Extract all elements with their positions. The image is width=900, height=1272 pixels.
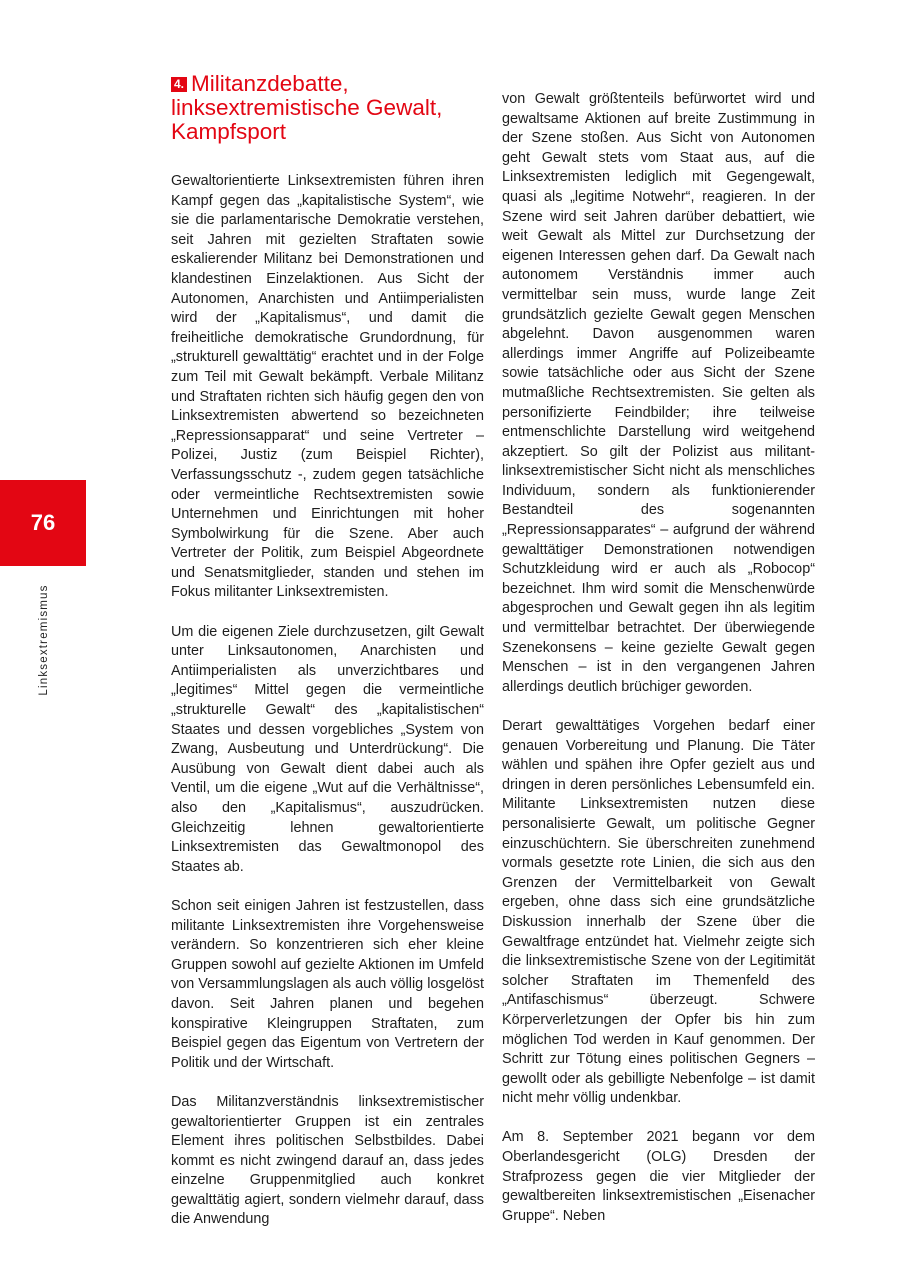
page-number: 76 — [30, 510, 56, 535]
page-number-tab — [0, 480, 86, 566]
paragraph: Um die eigenen Ziele durchzusetzen, gilt Gewalt unter Linksautonomen, Anarchisten und Antiimperialisten als unverzichtbares und „legitimes“ Mittel gegen die vermeintliche „strukturelle Gewalt“ des „kapitalistischen“ Staates und dessen vorgebliches „System von Zwang, Ausbeutung und Unterdrückung“. Die Ausübung von Gewalt dient dabei auch als Ventil, um die eigene „Wut auf die Verhältnisse“, also den „Kapitalismus“, auszudrücken. Gleichzeitig lehnen gewaltorientierte Linksextremisten das Gewaltmonopol des Staates ab. — [171, 623, 484, 875]
left-column — [171, 72, 484, 1230]
right-column — [502, 90, 815, 1226]
section-heading — [171, 72, 484, 144]
paragraph: von Gewalt größtenteils befürwortet wird und gewaltsame Aktionen auf breite Zustimmung in der Szene stoßen. Aus Sicht von Autonomen geht Gewalt stets vom Staat aus, auf die Linksextremisten lediglich mit Gegengewalt, quasi als „legitime Notwehr“, reagieren. In der Szene wird seit Jahren darüber debattiert, wie weit Gewalt als Mittel zur Durchsetzung der eigenen Interessen gehen darf. Da Gewalt nach autonomem Verständnis immer auch vermittelbar sein muss, wurde lange Zeit grundsätzlich gezielte Gewalt gegen Menschen abgelehnt. Davon ausgenommen waren allerdings immer Angriffe auf Polizeibeamte sowie tatsächliche oder aus Sicht der Szene mutmaßliche Rechtsextremisten. Sie gelten als personifizierte Feindbilder; ihre teilweise entmenschlichte Darstellung wird weitgehend akzeptiert. So gilt der Polizist aus militant-linksextremistischer Sicht nicht als menschliches Individuum, sondern als funktionierender Bestandteil des sogenannten „Repressionsapparates“ – aufgrund der während gewalttätiger Demonstrationen notwendigen Schutzkleidung wird er auch als „Robocop“ bezeichnet. Ihm wird somit die Menschenwürde abgesprochen und Gewalt gegen ihn als legitim und vermittelbar betrachtet. Der überwiegende Szenekonsens – keine gezielte Gewalt gegen Menschen – ist in den vergangenen Jahren allerdings deutlich brüchiger geworden. — [502, 91, 815, 695]
paragraph: Derart gewalttätiges Vorgehen bedarf einer genauen Vorbereitung und Planung. Die Täter wählen und spähen ihre Opfer gezielt aus und dringen in deren persönliches Lebensumfeld ein. Militante Linksextremisten nutzen diese personalisierte Gewalt, um politische Gegner einzuschüchtern. Sie überschreiten zunehmend vormals gesetzte rote Linien, die sich aus den Grenzen der Vermittelbarkeit von Gewalt ergeben, ohne dass sich eine grundsätzliche Diskussion innerhalb der Szene über die Gewaltfrage entzündet hat. Vielmehr zeigte sich die linksextremistische Szene von der Legitimität solcher Straftaten im Themenfeld des „Antifaschismus“ überzeugt. Schwere Körperverletzungen der Opfer bis hin zum möglichen Tod werden in Kauf genommen. Der Schritt zur Tötung eines politischen Gegners – gewollt oder als gebilligte Nebenfolge – ist damit nicht mehr völlig undenkbar. — [502, 718, 815, 1107]
paragraph: Am 8. September 2021 begann vor dem Oberlandesgericht (OLG) Dresden der Strafprozess gegen die vier Mitglieder der gewaltbereiten linksextremistischen „Eisenacher Gruppe“. Neben — [502, 1129, 815, 1224]
paragraph: Das Militanzverständnis linksextremistischer gewaltorientierter Gruppen ist ein zentrales Element ihres politischen Selbstbildes. Dabei kommt es nicht zwingend darauf an, dass jedes einzelne Gruppenmitglied auch konkret gewalttätig agiert, sondern vielmehr darauf, dass die Anwendung — [171, 1093, 484, 1228]
section-number-badge: 4. — [171, 77, 187, 92]
paragraph: Gewaltorientierte Linksextremisten führen ihren Kampf gegen das „kapitalistische System“, wie sie die parlamentarische Demokratie verstehen, seit Jahren mit gezielten Straftaten sowie eskalierender Militanz bei Demonstrationen und klandestinen Einzelaktionen. Aus Sicht der Autonomen, Anarchisten und Antiimperialisten wird der „Kapitalismus“, und damit die freiheitliche demokratische Grundordnung, für „strukturell gewalttätig“ erachtet und in der Folge zum Teil mit Gewalt bekämpft. Verbale Militanz und Straftaten richten sich häufig gegen den von Linksextremisten abwertend so bezeichneten „Repressionsapparat“ und seine Vertreter – Polizei, Justiz (zum Beispiel Richter), Verfassungsschutz -, zudem gegen tatsächliche oder vermeintliche Rechtsextremisten sowie Unternehmen und Einrichtungen mit hoher Symbolwirkung für die Szene. Aber auch Vertreter der Politik, zum Beispiel Abgeordnete und Senatsmitglieder, standen und stehen im Fokus militanter Linksextremisten. — [171, 173, 484, 601]
paragraph: Schon seit einigen Jahren ist festzustellen, dass militante Linksextremisten ihre Vorgehensweise verändern. So konzentrieren sich eher kleine Gruppen sowohl auf gezielte Aktionen im Umfeld von Versammlungslagen als auch völlig losgelöst davon. Seit Jahren planen und begehen konspirative Kleingruppen Straftaten, zum Beispiel gegen das Eigentum von Vertretern der Politik und der Wirtschaft. — [171, 897, 484, 1071]
section-title: Militanzdebatte, linksextremistische Gewalt, Kampfsport — [171, 71, 443, 144]
chapter-side-label: Linksextremismus — [38, 584, 50, 696]
